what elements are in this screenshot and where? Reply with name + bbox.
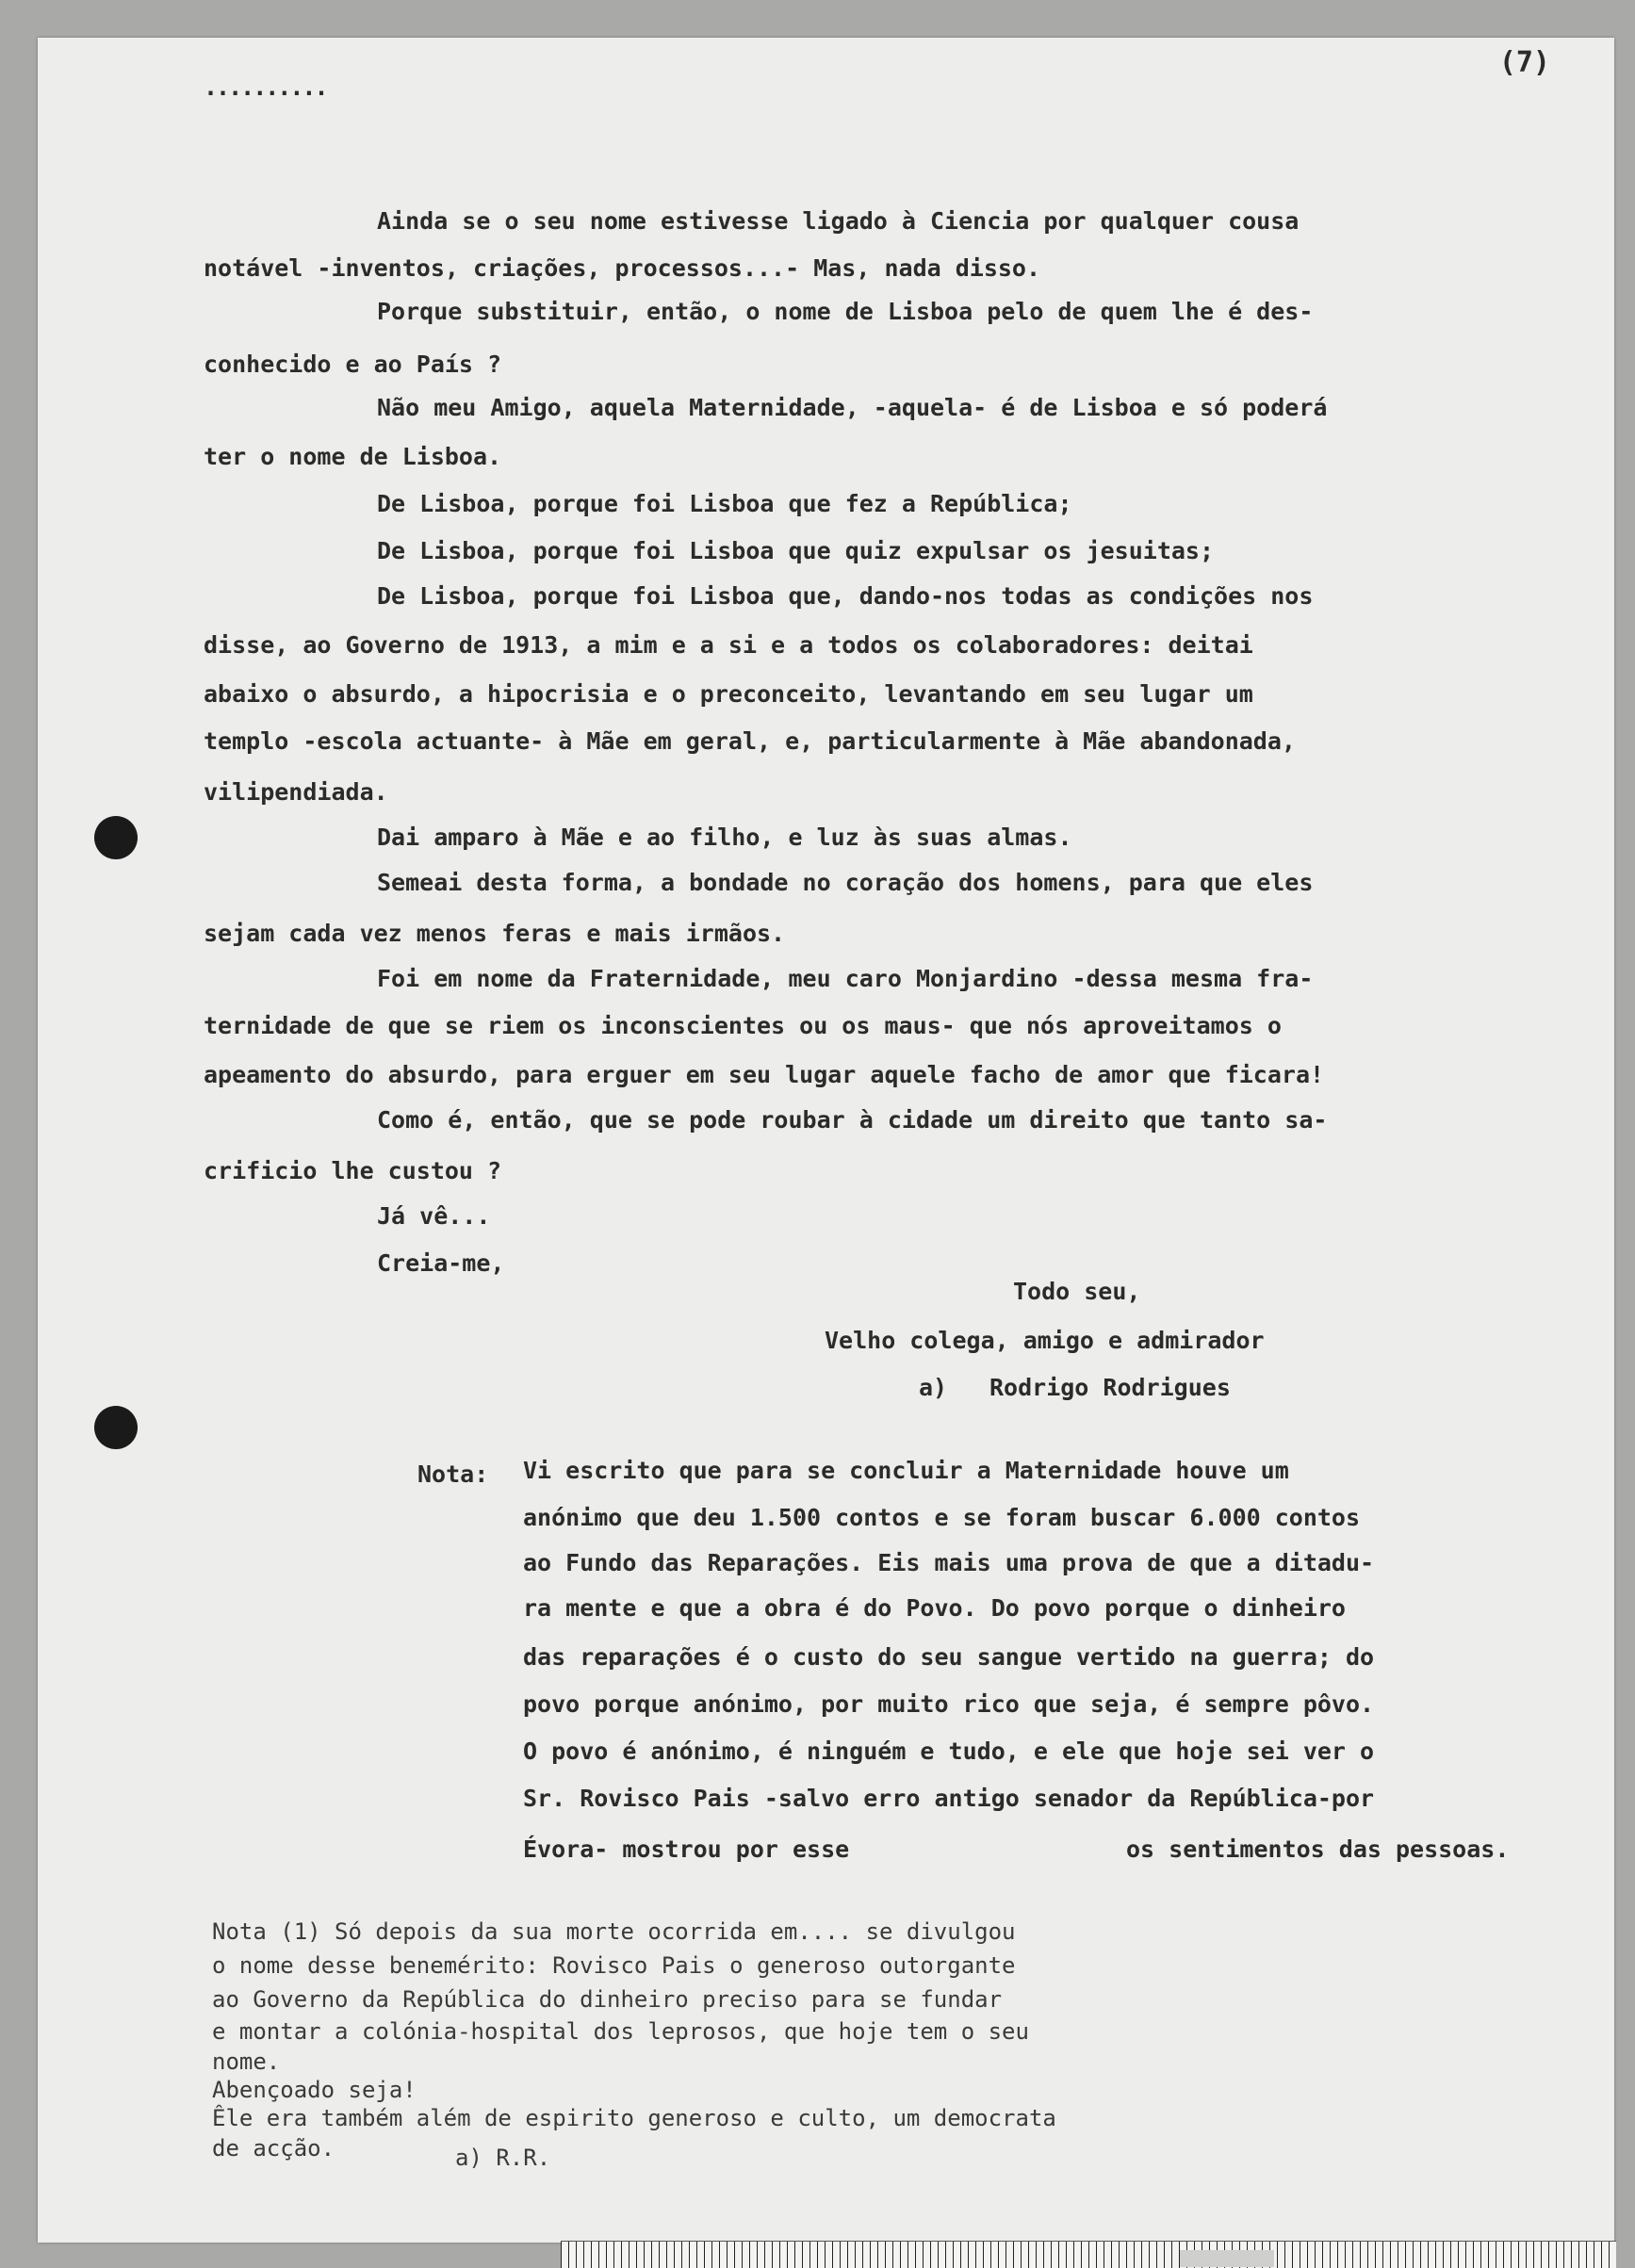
nota-label: Nota:: [417, 1460, 489, 1488]
nota-line: O povo é anónimo, é ninguém e tudo, e ele que hoje sei ver o: [523, 1738, 1375, 1765]
body-line: templo -escola actuante- à Mãe em geral, e, particularmente à Mãe abandonada,: [204, 727, 1296, 755]
body-line: Foi em nome da Fraternidade, meu caro Monjardino -dessa mesma fra-: [377, 965, 1314, 992]
body-line: abaixo o absurdo, a hipocrisia e o preconceito, levantando em seu lugar um: [204, 680, 1253, 708]
punch-hole: [94, 816, 138, 859]
closing-line: Todo seu,: [1013, 1278, 1141, 1305]
body-line: Como é, então, que se pode roubar à cidade um direito que tanto sa-: [377, 1106, 1328, 1134]
header-dots: ..........: [204, 73, 327, 101]
nota-line: povo porque anónimo, por muito rico que seja, é sempre pôvo.: [523, 1690, 1375, 1718]
punch-hole: [94, 1406, 138, 1449]
nota-line: Vi escrito que para se concluir a Maternidade houve um: [523, 1457, 1289, 1484]
footnote-line: nome.: [212, 2048, 281, 2075]
body-line: vilipendiada.: [204, 778, 388, 806]
body-line: ter o nome de Lisboa.: [204, 443, 502, 470]
nota-line: ao Fundo das Reparações. Eis mais uma prova de que a ditadu-: [523, 1549, 1375, 1576]
nota-line: os sentimentos das pessoas.: [1126, 1836, 1510, 1863]
body-line: Semeai desta forma, a bondade no coração dos homens, para que eles: [377, 869, 1314, 896]
closing-line: Velho colega, amigo e admirador: [825, 1327, 1265, 1354]
closing-signature-prefix: a): [919, 1374, 948, 1401]
scale-ruler: [561, 2241, 1616, 2268]
nota-line: ra mente e que a obra é do Povo. Do povo porque o dinheiro: [523, 1594, 1346, 1622]
footnote-line: de acção.: [212, 2135, 335, 2162]
footnote-line: Abençoado seja!: [212, 2077, 417, 2103]
body-line: Porque substituir, então, o nome de Lisboa pelo de quem lhe é des-: [377, 298, 1314, 325]
page-number: (7): [1498, 46, 1550, 79]
closing-signature-name: Rodrigo Rodrigues: [989, 1374, 1231, 1401]
body-line: Já vê...: [377, 1202, 491, 1230]
body-line: crificio lhe custou ?: [204, 1157, 502, 1184]
body-line: ternidade de que se riem os inconscientes ou os maus- que nós aproveitamos o: [204, 1012, 1282, 1039]
footnote-line: Nota (1) Só depois da sua morte ocorrida em.... se divulgou: [212, 1918, 1016, 1945]
body-line: De Lisboa, porque foi Lisboa que, dando-nos todas as condições nos: [377, 582, 1314, 610]
nota-line: anónimo que deu 1.500 contos e se foram buscar 6.000 contos: [523, 1504, 1361, 1531]
nota-line: Sr. Rovisco Pais -salvo erro antigo senador da República-por: [523, 1785, 1375, 1812]
footnote-signature: a) R.R.: [455, 2145, 551, 2171]
body-line: conhecido e ao País ?: [204, 351, 502, 378]
footnote-line: e montar a colónia-hospital dos leprosos, que hoje tem o seu: [212, 2018, 1029, 2045]
footnote-line: o nome desse benemérito: Rovisco Pais o generoso outorgante: [212, 1952, 1016, 1979]
body-line: sejam cada vez menos feras e mais irmãos.: [204, 920, 786, 947]
body-line: De Lisboa, porque foi Lisboa que fez a República;: [377, 490, 1072, 517]
footnote-line: ao Governo da República do dinheiro preciso para se fundar: [212, 1986, 1003, 2013]
body-line: Creia-me,: [377, 1249, 505, 1277]
body-line: De Lisboa, porque foi Lisboa que quiz expulsar os jesuitas;: [377, 537, 1215, 564]
body-line: apeamento do absurdo, para erguer em seu lugar aquele facho de amor que ficara!: [204, 1061, 1325, 1088]
footnote-line: Êle era também além de espirito generoso e culto, um democrata: [212, 2105, 1056, 2131]
body-line: Não meu Amigo, aquela Maternidade, -aquela- é de Lisboa e só poderá: [377, 394, 1328, 421]
body-line: disse, ao Governo de 1913, a mim e a si e a todos os colaboradores: deitai: [204, 631, 1253, 659]
nota-line: das reparações é o custo do seu sangue vertido na guerra; do: [523, 1643, 1375, 1671]
nota-line: Évora- mostrou por esse: [523, 1836, 850, 1863]
body-line: Ainda se o seu nome estivesse ligado à Ciencia por qualquer cousa: [377, 207, 1300, 235]
scale-ruler-marker: [1180, 2250, 1274, 2267]
body-line: Dai amparo à Mãe e ao filho, e luz às suas almas.: [377, 824, 1072, 851]
body-line: notável -inventos, criações, processos...- Mas, nada disso.: [204, 254, 1041, 282]
